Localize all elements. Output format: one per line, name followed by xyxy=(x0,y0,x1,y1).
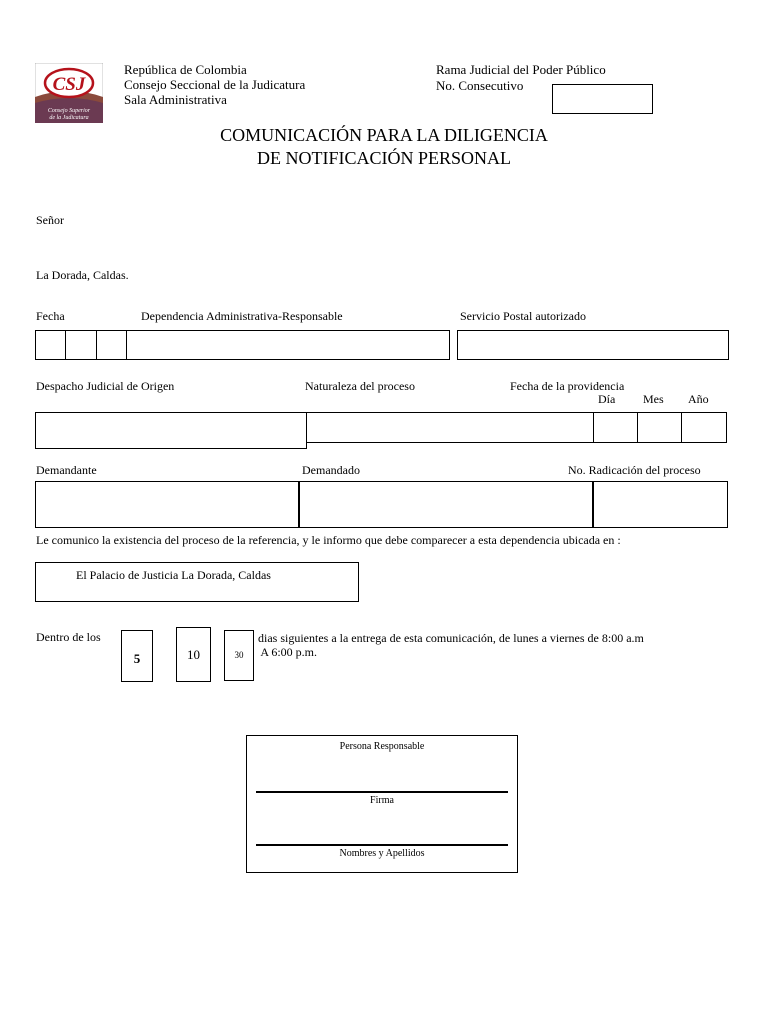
page-title-line1: COMUNICACIÓN PARA LA DILIGENCIA xyxy=(220,125,548,145)
persona-label: Persona Responsable xyxy=(339,741,425,752)
firma-label: Firma xyxy=(370,795,394,806)
days-option-5-label: 5 xyxy=(133,651,141,666)
days-text-line1: dias siguientes a la entrega de esta comunicación, de lunes a viernes de 8:00 a.m xyxy=(258,631,644,645)
demandante-label: Demandante xyxy=(36,463,97,477)
fecha-providencia-label: Fecha de la providencia xyxy=(510,379,625,393)
anio-field[interactable] xyxy=(681,412,727,443)
page-title-line2: DE NOTIFICACIÓN PERSONAL xyxy=(256,148,511,168)
dependencia-field[interactable] xyxy=(126,330,450,360)
dia-field[interactable] xyxy=(593,412,638,443)
fecha-label: Fecha xyxy=(36,309,65,323)
city: La Dorada, Caldas. xyxy=(36,268,129,282)
nombres-line[interactable] xyxy=(256,844,508,846)
salutation: Señor xyxy=(36,213,64,227)
demandado-field[interactable] xyxy=(299,481,593,528)
nombres-label: Nombres y Apellidos xyxy=(339,848,425,859)
days-option-30-label: 30 xyxy=(234,650,244,660)
days-option-5[interactable] xyxy=(121,630,153,682)
servicio-field[interactable] xyxy=(457,330,729,360)
radicacion-field[interactable] xyxy=(593,481,728,528)
dependencia-label: Dependencia Administrativa-Responsable xyxy=(141,309,343,323)
mes-field[interactable] xyxy=(637,412,682,443)
servicio-label: Servicio Postal autorizado xyxy=(460,309,586,323)
naturaleza-label: Naturaleza del proceso xyxy=(305,379,415,393)
days-text-line2: A 6:00 p.m. xyxy=(258,645,318,659)
svg-text:Consejo Superior: Consejo Superior xyxy=(47,108,91,114)
naturaleza-field[interactable] xyxy=(306,412,594,443)
days-option-10[interactable] xyxy=(176,627,211,682)
despacho-label: Despacho Judicial de Origen xyxy=(36,379,175,393)
fecha-box-2[interactable] xyxy=(65,330,97,360)
days-option-30[interactable] xyxy=(224,630,254,681)
header-sala: Sala Administrativa xyxy=(124,92,227,107)
signature-box xyxy=(246,735,518,873)
days-option-10-label: 10 xyxy=(187,647,200,662)
anio-label: Año xyxy=(688,392,709,406)
radicacion-label: No. Radicación del proceso xyxy=(568,463,701,477)
comunico-text: Le comunico la existencia del proceso de la referencia, y le informo que debe comparecer a esta dependencia ubicada en : xyxy=(36,533,621,547)
logo-text: CSJ xyxy=(52,74,86,95)
location-field[interactable] xyxy=(35,562,359,602)
header-country: República de Colombia xyxy=(124,62,247,77)
firma-line[interactable] xyxy=(256,791,508,793)
demandante-field[interactable] xyxy=(35,481,299,528)
consecutivo-field[interactable] xyxy=(552,84,653,114)
fecha-box-3[interactable] xyxy=(96,330,127,360)
mes-label: Mes xyxy=(643,392,664,406)
svg-text:de la Judicatura: de la Judicatura xyxy=(49,115,89,121)
despacho-field[interactable] xyxy=(35,412,307,449)
fecha-box-1[interactable] xyxy=(35,330,66,360)
csj-logo xyxy=(35,63,103,123)
header-rama: Rama Judicial del Poder Público xyxy=(436,62,606,77)
header-consecutivo-label: No. Consecutivo xyxy=(436,78,524,93)
dia-label: Día xyxy=(598,392,616,406)
dentro-label: Dentro de los xyxy=(36,630,101,644)
location-value: El Palacio de Justicia La Dorada, Caldas xyxy=(76,568,271,582)
demandado-label: Demandado xyxy=(302,463,360,477)
header-council: Consejo Seccional de la Judicatura xyxy=(124,77,306,92)
